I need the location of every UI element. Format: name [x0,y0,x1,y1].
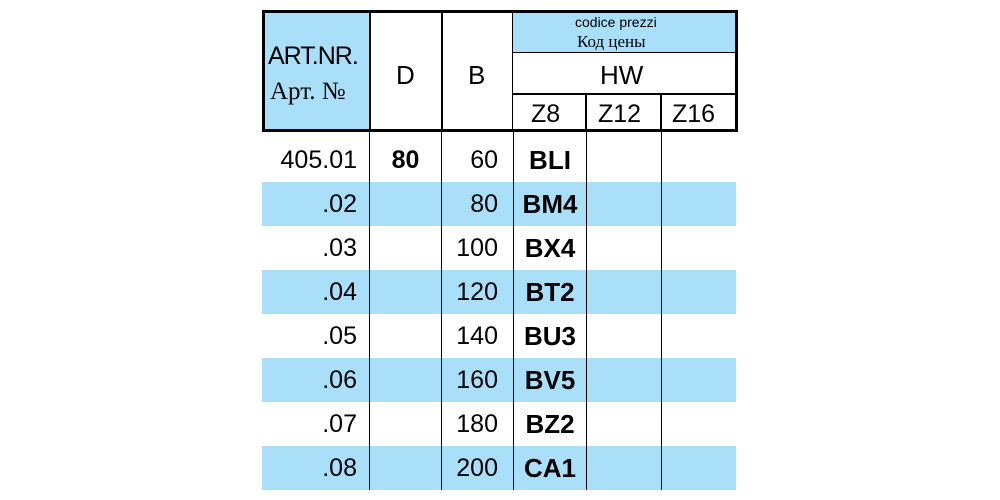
art-number-label: ART.NR. [268,42,358,70]
b-cell: 160 [456,365,498,394]
hw-header: HW [600,60,644,90]
z12-header: Z12 [598,100,642,128]
d-column-header: D [396,60,415,90]
table-row [262,270,736,314]
d-cell: 80 [391,145,420,174]
art-cell: .08 [322,453,357,482]
table-row [262,138,736,182]
b-col-left-divider [441,10,443,132]
d-cell [370,226,441,270]
z8-cell: BU3 [523,320,576,351]
b-cell: 100 [456,233,498,262]
price-code-label: codice prezzi [575,14,657,30]
art-header-cell [262,10,370,131]
z8-cell: BM4 [522,188,578,219]
body-d-left-divider [369,132,370,490]
d-cell [370,446,441,490]
art-cell: .07 [322,409,357,438]
b-cell: 140 [456,321,498,350]
b-column-header: B [468,60,486,90]
z16-header: Z16 [672,100,716,128]
table-row [262,446,736,490]
table-row [262,226,736,270]
b-cell: 60 [470,145,498,174]
art-cell: .06 [322,365,357,394]
art-number-label-ru: Арт. № [270,78,346,105]
z8-cell: BX4 [524,232,576,263]
b-cell: 180 [456,409,498,438]
d-cell [370,402,441,446]
b-col-right-divider [512,10,513,132]
header-right-border [735,10,738,132]
z8-cell: CA1 [523,452,576,483]
z8-cell: BV5 [524,364,576,395]
art-cell: 405.01 [280,145,357,174]
d-cell [370,270,441,314]
hw-divider [513,93,737,95]
z8-cell: BZ2 [525,408,575,439]
body-z8-left-divider [513,132,514,490]
table-row [262,314,736,358]
art-cell: .03 [322,233,357,262]
art-cell: .04 [322,277,357,306]
b-cell: 80 [470,189,498,218]
b-cell: 120 [456,277,498,306]
z8-cell: BLI [529,144,571,175]
art-cell: .02 [322,189,357,218]
body-d-right-divider [441,132,442,490]
z12-col-divider [585,94,587,132]
d-cell [370,358,441,402]
z8-header: Z8 [531,100,561,128]
z16-col-divider [660,94,662,132]
b-cell: 200 [456,453,498,482]
header-top-border [262,10,738,13]
z8-cell: BT2 [525,276,575,307]
price-code-divider [513,52,737,53]
header-left-border [262,10,265,132]
d-cell [370,314,441,358]
table-row [262,358,736,402]
art-cell: .05 [322,321,357,350]
body-z12-left-divider [586,132,587,490]
price-code-label-ru: Код цены [577,32,646,51]
table-row [262,182,736,226]
art-col-divider [369,10,371,132]
d-cell [370,182,441,226]
table-row [262,402,736,446]
body-z16-left-divider [661,132,662,490]
header-bottom-border [262,129,738,132]
